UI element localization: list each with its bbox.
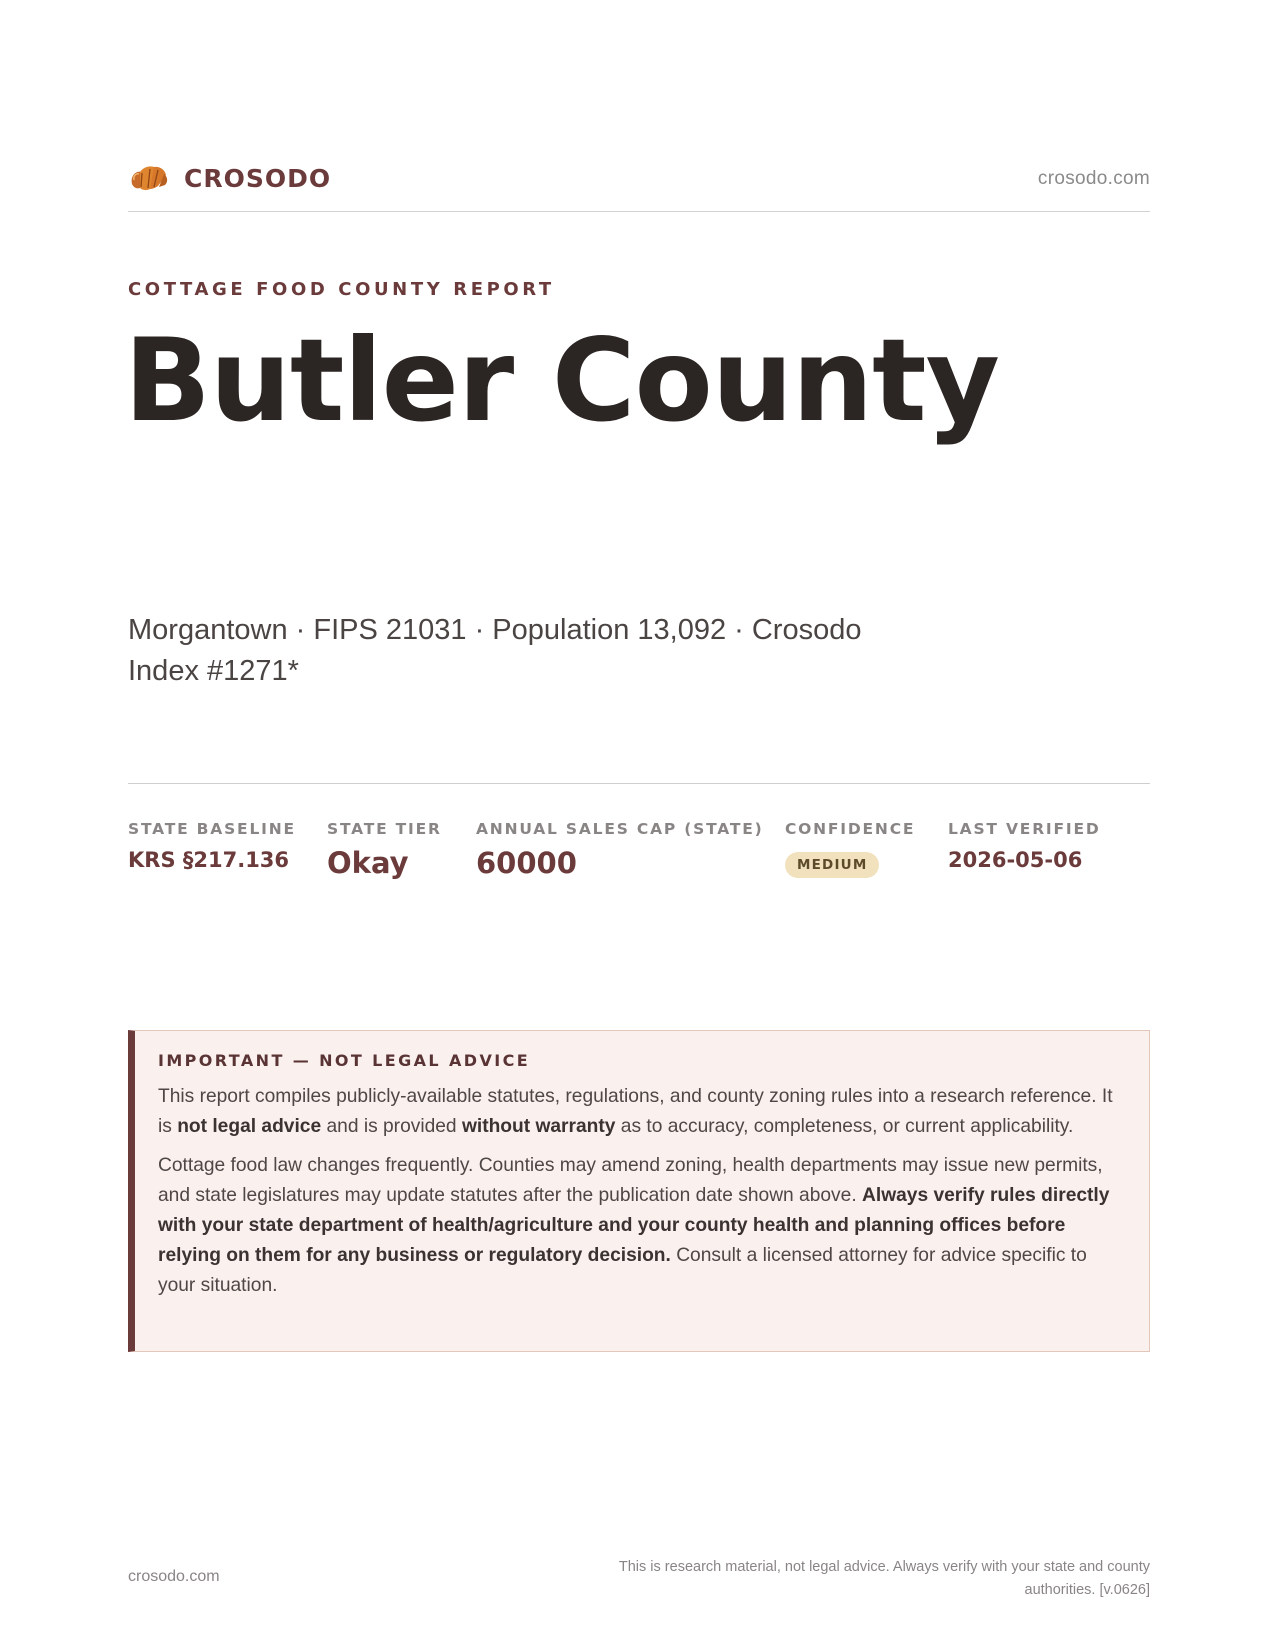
notice-paragraph: Cottage food law changes frequently. Counties may amend zoning, health departments may issue new permits, and state legislatures may update statutes after the publication date shown above. Always verify rules directly with your state department of health/agriculture and your county health and planning offices before relying on them for any business or regulatory decision. Consult a licensed attorney for advice specific to your situation. (158, 1155, 1110, 1296)
stat-state-tier (327, 820, 442, 880)
footer-disclaimer: This is research material, not legal advice. Always verify with your state and county authorities. [v.0626] (618, 1559, 1150, 1598)
divider (128, 783, 1150, 784)
croissant-icon (128, 158, 170, 198)
stat-label: ANNUAL SALES CAP (STATE) (476, 820, 764, 838)
stat-label: STATE BASELINE (128, 820, 296, 838)
site-url-link[interactable]: crosodo.com (1037, 168, 1150, 189)
legal-notice (128, 1030, 1150, 1352)
stat-confidence (785, 820, 915, 878)
stat-value: Okay (327, 846, 409, 880)
brand-name: CROSODO (184, 163, 332, 193)
stat-label: CONFIDENCE (785, 820, 916, 838)
page-header (128, 158, 1150, 212)
confidence-badge: MEDIUM (785, 852, 879, 878)
report-eyebrow: COTTAGE FOOD COUNTY REPORT (128, 279, 555, 300)
brand[interactable] (128, 158, 331, 198)
emphasis-text: without warranty (461, 1116, 616, 1137)
footer-site-url-link[interactable]: crosodo.com (128, 1568, 220, 1585)
stat-state-baseline (128, 820, 296, 872)
stat-value: 60000 (476, 846, 577, 880)
stat-value: KRS §217.136 (128, 848, 290, 872)
notice-paragraph: This report compiles publicly-available statutes, regulations, and county zoning rules into a research reference. It is not legal advice and is provided without warranty as to accuracy, completeness, or current applicability. (158, 1086, 1113, 1137)
report-subtitle: Morgantown · FIPS 21031 · Population 13,092 · Crosodo Index #1271* (128, 614, 862, 687)
stat-label: STATE TIER (327, 820, 442, 838)
emphasis-text: Always verify rules directly with your state department of health/agriculture and your county health and planning offices before relying on them for any business or regulatory decision. (158, 1185, 1110, 1266)
stat-value: 2026-05-06 (948, 848, 1083, 872)
page-title: Butler County (124, 314, 999, 447)
notice-heading: IMPORTANT — NOT LEGAL ADVICE (158, 1051, 531, 1070)
stat-last-verified (948, 820, 1101, 872)
stat-label: LAST VERIFIED (948, 820, 1101, 838)
stat-sales-cap (476, 820, 763, 880)
emphasis-text: not legal advice (177, 1116, 322, 1137)
